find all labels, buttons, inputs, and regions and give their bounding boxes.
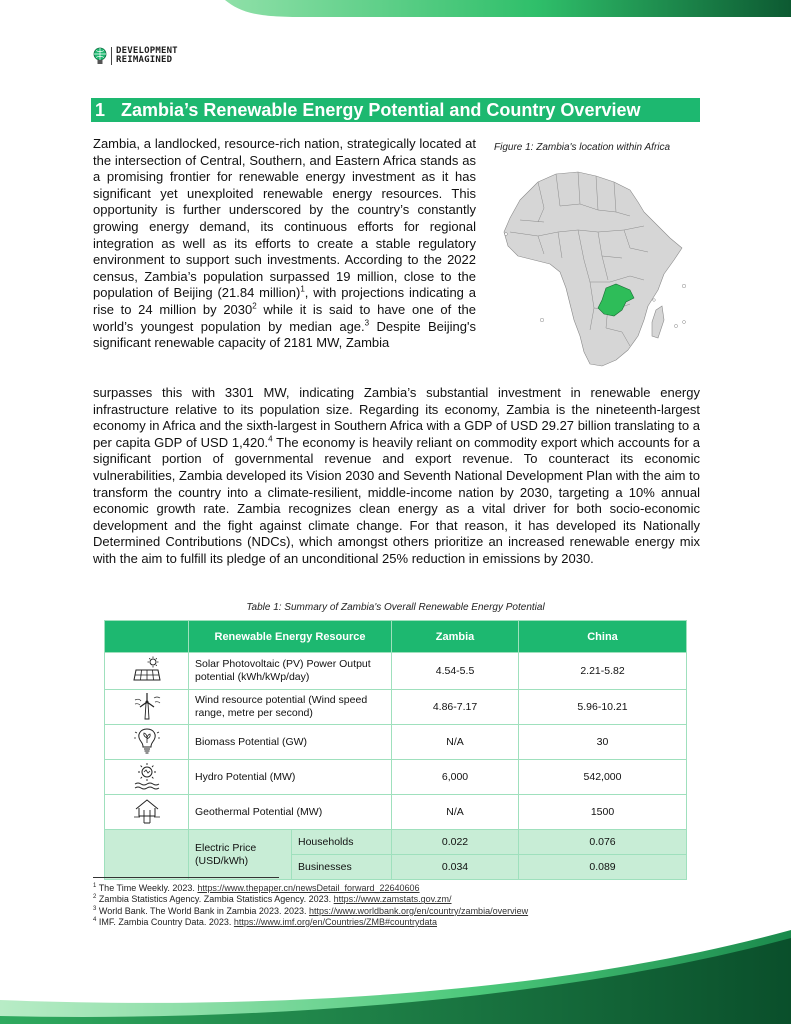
wind-turbine-icon: [132, 692, 162, 720]
businesses-china-value: 0.089: [519, 855, 687, 880]
table-row: [105, 690, 687, 725]
row-icon-cell: [105, 760, 189, 795]
para-text-2: , with projections indicating a rise to 24 million by 2030: [93, 285, 476, 317]
para-text-6: The economy is heavily reliant on commodity export which accounts for a significant portion of governmental revenue and export revenue. To counteract its economic vulnerabilities, Zambia developed its Vision 2030 and Seventh National Development Plan with the aim to transform the country into a climate-resilient, middle-income nation by 2030, targeting a 10% annual economic growth rate. Zambia recognizes clean energy as a vital driver for both socio-economic development and the fight against climate change. For that reason, it has developed its Nationally Determined Contributions (NDCs), which amongst others prioritize an increased renewable energy mix with the aim to fulfill its pledge of an unconditional 25% reduction in emissions by 2030.: [93, 434, 700, 566]
footnote-separator: [93, 877, 279, 878]
row-icon-cell: [105, 795, 189, 830]
para-text-4: Despite Beijing's significant renewable capacity of 2181 MW, Zambia: [93, 318, 476, 351]
table-row: [105, 653, 687, 690]
resource-label: Geothermal Potential (MW): [189, 795, 392, 830]
table-row: [105, 725, 687, 760]
households-zambia-value: 0.022: [392, 830, 519, 855]
footnote-link[interactable]: https://www.imf.org/en/Countries/ZMB#countrydata: [233, 916, 438, 927]
footnote-text: IMF. Zambia Country Data. 2023.: [98, 916, 234, 927]
footnotes: [93, 883, 528, 928]
footnote-link[interactable]: https://www.thepaper.cn/newsDetail_forward_22640606: [197, 883, 420, 893]
footnote-number: 4: [93, 916, 97, 923]
brand-line-2: REIMAGINED: [116, 55, 173, 65]
top-decorative-band: [0, 0, 791, 20]
households-china-value: 0.076: [519, 830, 687, 855]
brand-line-1: DEVELOPMENT: [116, 46, 178, 56]
lightbulb-globe-icon: [93, 47, 107, 65]
footnote-2: [93, 894, 528, 905]
figure-caption: Figure 1: Zambia's location within Africa: [494, 142, 671, 153]
businesses-label: Businesses: [292, 855, 392, 880]
china-value: 2.21-5.82: [519, 653, 687, 690]
intro-paragraph-full: [93, 385, 700, 568]
footnote-ref-3[interactable]: 3: [364, 318, 370, 328]
footnote-text: World Bank. The World Bank in Zambia 2023. 2023.: [98, 905, 309, 916]
footnote-ref-2[interactable]: 2: [252, 301, 257, 311]
footnote-number: 3: [93, 905, 97, 912]
electric-price-label: Electric Price (USD/kWh): [189, 830, 292, 880]
footnote-ref-4[interactable]: 4: [268, 434, 273, 444]
intro-paragraph-wrapped: [93, 136, 476, 352]
table-caption: Table 1: Summary of Zambia's Overall Renewable Energy Potential: [246, 602, 545, 613]
china-value: 5.96-10.21: [519, 690, 687, 725]
hydro-sun-water-icon: [132, 762, 162, 790]
biomass-bulb-icon: [132, 727, 162, 755]
table-header-row: [105, 621, 687, 653]
energy-potential-table: [104, 620, 687, 880]
footnote-link[interactable]: https://www.worldbank.org/en/country/zambia/overview: [308, 905, 529, 916]
table-row: [105, 760, 687, 795]
footnote-4: [93, 917, 528, 928]
businesses-zambia-value: 0.034: [392, 855, 519, 880]
resource-label: Hydro Potential (MW): [189, 760, 392, 795]
header-icon-cell: [105, 621, 189, 653]
brand-logo: [93, 47, 178, 65]
china-value: 1500: [519, 795, 687, 830]
footnote-link[interactable]: https://www.zamstats.gov.zm/: [333, 894, 452, 905]
section-heading: [91, 98, 700, 122]
section-title: Zambia’s Renewable Energy Potential and Country Overview: [121, 100, 641, 120]
row-icon-cell: [105, 690, 189, 725]
footnote-ref-1[interactable]: 1: [300, 285, 305, 295]
zambia-value: 4.86-7.17: [392, 690, 519, 725]
footnote-text: Zambia Statistics Agency. Zambia Statistics Agency. 2023.: [98, 894, 334, 905]
footnote-3: [93, 906, 528, 917]
bottom-decorative-band: [0, 930, 791, 1024]
china-value: 30: [519, 725, 687, 760]
para-text-3: while it is said to have one of the world’s youngest population by median age.: [93, 301, 476, 334]
header-zambia: Zambia: [392, 621, 519, 653]
geothermal-house-icon: [132, 797, 162, 825]
para-text-1: Zambia, a landlocked, resource-rich nation, strategically located at the intersection of Central, Southern, and Eastern Africa stands as a promising frontier for renewable energy investment as it has significant yet unexploited renewable energy resources. This opportunity is further underscored by the country’s constantly growing energy demand, its continuous efforts for regional integration as well as its efforts to create a stable regulatory environment to support such investments. According to the 2022 census, Zambia’s population surpassed 19 million, close to the population of Beijing (21.84 million): [93, 136, 476, 301]
brand-wordmark: [111, 47, 178, 65]
resource-label: Biomass Potential (GW): [189, 725, 392, 760]
zambia-value: N/A: [392, 795, 519, 830]
zambia-value: 4.54-5.5: [392, 653, 519, 690]
madagascar-shape: [652, 306, 664, 338]
header-resource: Renewable Energy Resource: [189, 621, 392, 653]
zambia-value: 6,000: [392, 760, 519, 795]
zambia-value: N/A: [392, 725, 519, 760]
solar-panel-icon: [132, 656, 162, 684]
row-icon-cell: [105, 653, 189, 690]
footnote-1: [93, 883, 528, 894]
footnote-number: 2: [93, 894, 97, 901]
section-number: 1: [95, 100, 106, 120]
header-china: China: [519, 621, 687, 653]
resource-label: Solar Photovoltaic (PV) Power Output potential (kWh/kWp/day): [189, 653, 392, 690]
footnote-text: The Time Weekly. 2023.: [98, 883, 198, 893]
table-row: [105, 795, 687, 830]
para-text-5: surpasses this with 3301 MW, indicating Zambia’s substantial investment in renewable energy infrastructure relative to its population size. Regarding its economy, Zambia is the nineteenth-largest economy in Africa and the sixth-largest in Southern Africa with a GDP of USD 29.27 billion translating to a per capita GDP of USD 1,420.: [93, 385, 700, 450]
china-value: 542,000: [519, 760, 687, 795]
table-row-households: [105, 830, 687, 855]
footnote-number: 1: [93, 883, 97, 889]
price-blank-cell: [105, 830, 189, 880]
resource-label: Wind resource potential (Wind speed range, metre per second): [189, 690, 392, 725]
africa-map-figure: [498, 160, 698, 380]
households-label: Households: [292, 830, 392, 855]
row-icon-cell: [105, 725, 189, 760]
